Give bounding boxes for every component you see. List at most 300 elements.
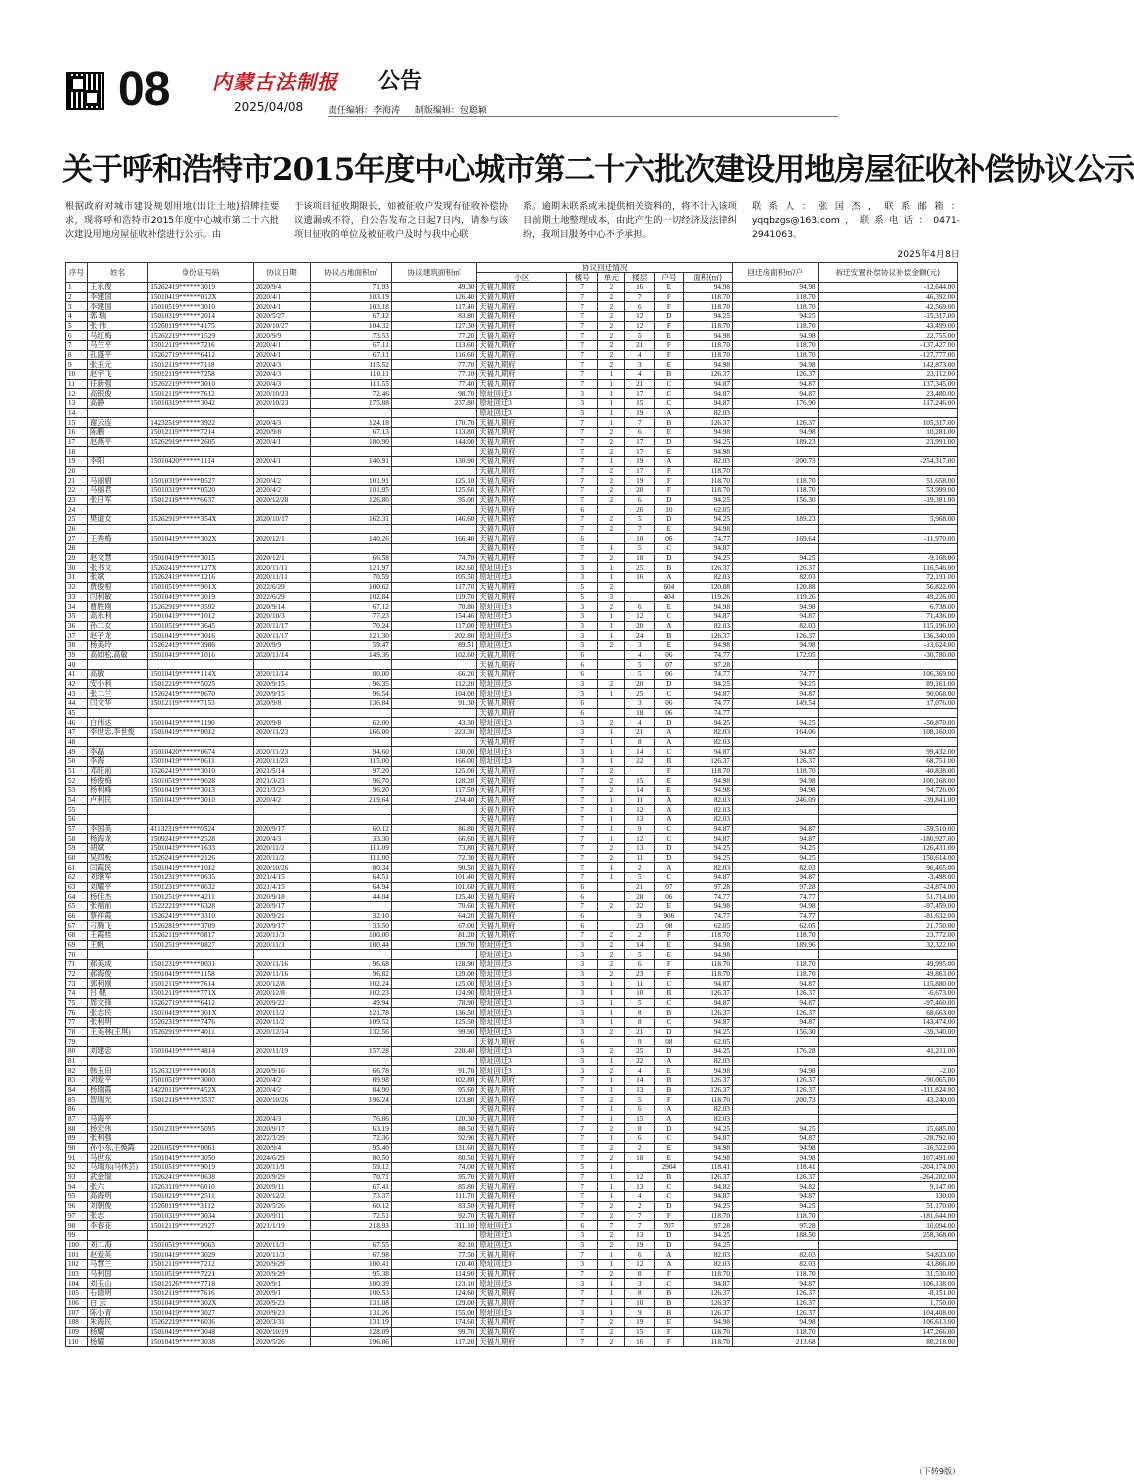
table-cell: 2020/9/15 [253, 689, 310, 699]
table-cell: 49.30 [391, 283, 477, 293]
table-cell: C [655, 979, 684, 989]
table-cell: 102.60 [391, 650, 477, 660]
table-row [66, 921, 958, 931]
table-cell: 24 [66, 505, 88, 515]
table-cell: 天福九期府 [477, 457, 567, 467]
table-cell: 2 [598, 312, 625, 322]
table-cell: 6 [625, 1134, 655, 1144]
table-cell [148, 1230, 253, 1240]
table-cell: 23,991.00 [818, 437, 957, 447]
table-cell: 94.87 [732, 1134, 818, 1144]
table-cell: 94.25 [683, 437, 732, 447]
table-cell: 118.70 [683, 1095, 732, 1105]
table-cell: 原址回迁3 [477, 979, 567, 989]
table-cell: 1 [598, 1008, 625, 1018]
table-cell: 104,408.00 [818, 1308, 957, 1318]
table-row [66, 1085, 958, 1095]
table-row [66, 621, 958, 631]
table-cell: 2020/9/29 [253, 1259, 310, 1269]
table-cell: 闫文华 [87, 698, 147, 708]
table-cell: 7 [567, 486, 598, 496]
table-cell: 121.30 [310, 631, 391, 641]
table-cell: 23 [66, 495, 88, 505]
table-cell: 112.20 [391, 679, 477, 689]
table-cell: D [655, 718, 684, 728]
table-cell: 94.25 [683, 1201, 732, 1211]
table-cell: 2 [598, 1211, 625, 1221]
table-row [66, 1192, 958, 1202]
table-cell: 94.82 [683, 1182, 732, 1192]
table-row [66, 989, 958, 999]
table-cell: F [655, 969, 684, 979]
table-cell: 64 [66, 892, 88, 902]
table-cell: 天福九期府 [477, 1317, 567, 1327]
table-cell: 任新强 [87, 379, 147, 389]
table-cell: 17 [625, 466, 655, 476]
table-cell: 67.55 [310, 1240, 391, 1250]
table-cell: 3 [567, 573, 598, 583]
table-cell: 天福九期府 [477, 660, 567, 670]
table-cell [148, 660, 253, 670]
table-cell: 15262219******1529 [148, 331, 253, 341]
table-cell: 张福前 [87, 902, 147, 912]
table-cell: 33.50 [310, 921, 391, 931]
table-cell: 9,147.00 [818, 1182, 957, 1192]
table-cell: 天福九期府 [477, 582, 567, 592]
table-cell: 140.26 [310, 534, 391, 544]
table-cell: E [655, 1066, 684, 1076]
table-cell: 赵燕平 [87, 437, 147, 447]
table-cell: 天福九期府 [477, 785, 567, 795]
table-cell [818, 950, 957, 960]
table-cell: F [655, 1269, 684, 1279]
table-cell [253, 950, 310, 960]
table-cell [253, 544, 310, 554]
table-cell: E [655, 1317, 684, 1327]
table-cell: 95.70 [391, 1172, 477, 1182]
table-row [66, 1095, 958, 1105]
table-cell: 80.50 [391, 1153, 477, 1163]
table-cell: 1 [66, 283, 88, 293]
table-cell: 189.96 [732, 940, 818, 950]
table-cell: 马丽君 [87, 486, 147, 496]
table-cell: 原址回迁3 [477, 408, 567, 418]
table-cell: 118.70 [683, 466, 732, 476]
table-cell: 闫利敏 [87, 592, 147, 602]
table-cell: 67 [66, 921, 88, 931]
table-row [66, 1279, 958, 1289]
table-cell: 3 [567, 950, 598, 960]
table-row [66, 515, 958, 525]
table-cell: 19 [625, 457, 655, 467]
table-cell: 2021/1/19 [253, 1221, 310, 1231]
table-cell: 30 [66, 563, 88, 573]
table-cell: 142,873.00 [818, 360, 957, 370]
table-cell: 218.93 [310, 1221, 391, 1231]
table-cell: 43 [66, 689, 88, 699]
table-cell: 王秀梅 [87, 534, 147, 544]
table-row [66, 785, 958, 795]
table-cell: 118.70 [732, 766, 818, 776]
table-cell: 1 [598, 1056, 625, 1066]
table-cell: 29 [66, 553, 88, 563]
table-cell: A [655, 1250, 684, 1260]
table-cell: 天福九期府 [477, 292, 567, 302]
table-cell: 125.00 [391, 766, 477, 776]
table-cell: 天福九期府 [477, 766, 567, 776]
table-cell: 天福九期府 [477, 1327, 567, 1337]
table-cell: 15262419******3310 [148, 911, 253, 921]
table-cell: 82.10 [391, 1240, 477, 1250]
table-cell: 马海平 [87, 1114, 147, 1124]
table-cell: 7 [567, 283, 598, 293]
table-cell: 3 [567, 727, 598, 737]
table-cell: 94.98 [732, 428, 818, 438]
table-cell: 2 [598, 1095, 625, 1105]
table-cell: 6 [66, 331, 88, 341]
table-row [66, 1018, 958, 1028]
table-cell: 2020/10/23 [253, 399, 310, 409]
table-cell: 68 [66, 931, 88, 941]
table-cell: 82.03 [732, 573, 818, 583]
table-row [66, 283, 958, 293]
table-cell: 15010419******1158 [148, 969, 253, 979]
table-cell: 2 [598, 950, 625, 960]
table-cell: 张六 [87, 1182, 147, 1192]
table-cell: 94.87 [683, 872, 732, 882]
table-cell: 7 [567, 495, 598, 505]
table-cell: 51 [66, 766, 88, 776]
table-cell: 2020/9/8 [253, 718, 310, 728]
table-cell: 7 [567, 1201, 598, 1211]
table-cell: 91.30 [391, 698, 477, 708]
table-cell: 2 [598, 1230, 625, 1240]
table-cell: 116,546.00 [818, 563, 957, 573]
table-cell: B [655, 1172, 684, 1182]
table-cell: 67.41 [310, 1182, 391, 1192]
table-cell: 7 [567, 1134, 598, 1144]
table-cell: 天福九期府 [477, 1298, 567, 1308]
table-cell: 130.90 [391, 457, 477, 467]
table-cell: 70.60 [391, 902, 477, 912]
table-cell [732, 447, 818, 457]
table-cell: 66.58 [310, 553, 391, 563]
table-cell [310, 660, 391, 670]
table-row [66, 341, 958, 351]
table-cell: 126,431.00 [818, 843, 957, 853]
table-cell: 117.70 [391, 582, 477, 592]
table-cell: 16 [625, 283, 655, 293]
table-cell: 94.25 [683, 1230, 732, 1240]
table-cell [148, 544, 253, 554]
table-cell: 94.87 [683, 834, 732, 844]
table-cell: 102 [66, 1259, 88, 1269]
table-cell: 106,369.00 [818, 669, 957, 679]
table-cell: 2020/5/26 [253, 1337, 310, 1347]
table-cell: 94.98 [732, 1153, 818, 1163]
table-cell: 62 [66, 872, 88, 882]
table-row [66, 563, 958, 573]
table-cell: 2021/4/15 [253, 882, 310, 892]
table-cell [391, 950, 477, 960]
table-cell [310, 950, 391, 960]
table-cell: 104.00 [391, 689, 477, 699]
table-cell: 天福九期府 [477, 592, 567, 602]
table-row [66, 960, 958, 970]
qr-code-icon [66, 72, 104, 110]
table-cell: 2021/4/15 [253, 872, 310, 882]
table-cell: F [655, 302, 684, 312]
table-cell: 70 [66, 950, 88, 960]
table-cell: 80.00 [310, 669, 391, 679]
table-cell: 7 [567, 795, 598, 805]
table-cell: 126.37 [683, 989, 732, 999]
table-cell: 7 [567, 853, 598, 863]
col-date: 协议日期 [253, 263, 310, 283]
table-cell: 64.20 [391, 911, 477, 921]
table-cell: 80,218.00 [818, 1337, 957, 1347]
table-cell: 2020/9/23 [253, 1298, 310, 1308]
table-cell: 15010519******9028 [148, 776, 253, 786]
headline: 关于呼和浩特市2015年度中心城市第二十六批次建设用地房屋征收补偿协议公示 [62, 152, 1134, 188]
table-row [66, 727, 958, 737]
table-cell: 16 [625, 573, 655, 583]
table-cell: 天福九期府 [477, 466, 567, 476]
table-cell: 126.37 [683, 1298, 732, 1308]
table-cell: 95.38 [310, 1269, 391, 1279]
table-cell: 1 [598, 1259, 625, 1269]
table-cell: 15012119******7258 [148, 370, 253, 380]
table-cell: C [655, 1279, 684, 1289]
table-cell: 906 [655, 911, 684, 921]
table-cell [253, 524, 310, 534]
table-cell: 天福九期府 [477, 737, 567, 747]
table-cell: 张二兰 [87, 689, 147, 699]
table-cell: 94.98 [683, 283, 732, 293]
table-cell: F [655, 466, 684, 476]
table-cell: 3 [567, 602, 598, 612]
table-cell: A [655, 814, 684, 824]
table-cell: 62.05 [683, 921, 732, 931]
table-cell: F [655, 321, 684, 331]
table-row [66, 1056, 958, 1066]
table-cell: 2020/4/3 [253, 834, 310, 844]
table-cell: -127,777.00 [818, 350, 957, 360]
table-cell [598, 698, 625, 708]
table-cell: 06 [655, 534, 684, 544]
table-cell: 15262919******354X [148, 515, 253, 525]
table-cell: 天福九期府 [477, 708, 567, 718]
table-cell: 7 [567, 515, 598, 525]
table-cell: 天福九期府 [477, 534, 567, 544]
table-cell: 1 [598, 824, 625, 834]
table-cell: 1 [598, 370, 625, 380]
table-cell: 61 [66, 863, 88, 873]
table-cell: 118.70 [683, 969, 732, 979]
table-cell: 156.30 [732, 1027, 818, 1037]
table-row [66, 882, 958, 892]
table-row [66, 505, 958, 515]
table-cell: 74.77 [732, 892, 818, 902]
table-cell [87, 447, 147, 457]
table-cell: 7 [567, 457, 598, 467]
table-cell: 94.87 [683, 544, 732, 554]
table-cell: 94.98 [732, 1066, 818, 1076]
table-cell: 12 [625, 805, 655, 815]
table-cell: 原址回迁3 [477, 689, 567, 699]
table-cell [598, 660, 625, 670]
table-cell: 11 [625, 853, 655, 863]
table-cell: 2 [598, 785, 625, 795]
table-cell: 101 [66, 1250, 88, 1260]
table-cell: -50,870.00 [818, 718, 957, 728]
table-cell: 94.87 [732, 611, 818, 621]
table-cell: 2022/6/29 [253, 582, 310, 592]
table-cell: 71 [66, 960, 88, 970]
table-cell: 7 [567, 1182, 598, 1192]
table-row [66, 1259, 958, 1269]
table-cell: 32.10 [310, 911, 391, 921]
table-cell: 182.60 [391, 563, 477, 573]
table-cell: 31 [66, 573, 88, 583]
table-cell: 06 [655, 708, 684, 718]
table-cell: 原址回迁3 [477, 1018, 567, 1028]
table-cell: 2020/9/1 [253, 1288, 310, 1298]
table-cell: 马利国 [87, 1269, 147, 1279]
table-cell: A [655, 727, 684, 737]
table-cell: 19 [66, 457, 88, 467]
table-cell: 70.59 [310, 573, 391, 583]
table-cell: 176.28 [732, 1047, 818, 1057]
table-cell: F [655, 1095, 684, 1105]
table-cell [818, 544, 957, 554]
intro-col-3: 系。逾期未联系或未提供相关资料的，将不计入该项目前期土地整理成本，由此产生的一切经济及法律纠纷，我项目服务中心不予承担。 [523, 201, 737, 240]
table-cell: 2020/10/23 [253, 389, 310, 399]
table-cell: 7 [567, 331, 598, 341]
table-cell: 131.08 [310, 1298, 391, 1308]
table-cell [598, 650, 625, 660]
table-cell: 46,392.00 [818, 292, 957, 302]
table-cell: 81 [66, 1056, 88, 1066]
table-cell: 2 [598, 969, 625, 979]
table-cell [598, 708, 625, 718]
table-cell: 天福九期府 [477, 341, 567, 351]
table-cell: 64.94 [310, 882, 391, 892]
table-cell: 1 [598, 1279, 625, 1289]
table-row [66, 689, 958, 699]
table-row [66, 631, 958, 641]
table-cell: 67.11 [310, 350, 391, 360]
table-cell: 68,663.00 [818, 1008, 957, 1018]
table-cell: 15010419******1633 [148, 843, 253, 853]
table-row [66, 1143, 958, 1153]
table-cell: 2 [598, 447, 625, 457]
table-cell: 77.20 [391, 331, 477, 341]
table-cell: 94.98 [732, 902, 818, 912]
table-cell: 94.87 [683, 389, 732, 399]
table-cell [310, 1037, 391, 1047]
table-cell: 74.77 [683, 669, 732, 679]
table-cell: 6 [625, 302, 655, 312]
table-row [66, 1172, 958, 1182]
table-cell: 20 [625, 486, 655, 496]
table-cell: 97 [66, 1211, 88, 1221]
table-cell: 220.40 [391, 1047, 477, 1057]
table-cell: C [655, 834, 684, 844]
table-cell: 1 [598, 399, 625, 409]
table-cell: 2020/9/23 [253, 1308, 310, 1318]
table-cell: 14 [625, 747, 655, 757]
table-cell: 94.98 [732, 1317, 818, 1327]
table-cell: D [655, 1027, 684, 1037]
table-cell: 2020/11/2 [253, 843, 310, 853]
table-cell: 天福九期府 [477, 437, 567, 447]
table-cell: 7 [567, 776, 598, 786]
table-cell: 2020/9/8 [253, 428, 310, 438]
table-cell: 73 [66, 979, 88, 989]
table-cell: 2 [598, 718, 625, 728]
table-cell: 51,714.00 [818, 892, 957, 902]
table-cell: 124.60 [391, 1288, 477, 1298]
table-cell: 87 [66, 1114, 88, 1124]
table-cell: 94.87 [683, 689, 732, 699]
table-cell: 94.25 [732, 853, 818, 863]
table-cell: -181,644.00 [818, 1211, 957, 1221]
table-row [66, 640, 958, 650]
table-cell: 219.64 [310, 795, 391, 805]
table-cell: 2 [598, 940, 625, 950]
table-cell: 94.98 [732, 640, 818, 650]
table-cell: 5 [66, 321, 88, 331]
table-cell: 2020/11/2 [253, 1008, 310, 1018]
table-cell: 杨耀 [87, 1337, 147, 1347]
table-cell: 43,499.00 [818, 321, 957, 331]
table-cell: B [655, 418, 684, 428]
col-amount: 拆迁安置补偿协议补偿金额(元) [818, 263, 957, 283]
table-cell: 3 [567, 1056, 598, 1066]
table-cell: 14 [66, 408, 88, 418]
table-cell: 7 [567, 1153, 598, 1163]
table-cell: 天福九期府 [477, 515, 567, 525]
table-cell: -24,874.00 [818, 882, 957, 892]
table-cell: 樊道女 [87, 515, 147, 525]
table-cell: 天福九期府 [477, 302, 567, 312]
table-cell: 94.25 [732, 1124, 818, 1134]
table-cell: 白 云 [87, 1298, 147, 1308]
table-cell: 15262219******6036 [148, 1317, 253, 1327]
table-row [66, 399, 958, 409]
table-cell: 41,211.00 [818, 1047, 957, 1057]
table-cell: 12 [66, 389, 88, 399]
table-row [66, 1298, 958, 1308]
table-cell: 66.20 [391, 669, 477, 679]
table-cell: 119.26 [732, 592, 818, 602]
table-cell: 2020/4/3 [253, 418, 310, 428]
table-cell [253, 408, 310, 418]
table-cell: 2 [598, 931, 625, 941]
table-cell: 智瑞光 [87, 1095, 147, 1105]
table-cell: 94.98 [683, 524, 732, 534]
table-cell: 7 [567, 766, 598, 776]
table-row [66, 718, 958, 728]
table-cell: 126.37 [683, 370, 732, 380]
table-cell: 166.00 [310, 727, 391, 737]
table-cell: 26 [66, 524, 88, 534]
table-row [66, 1163, 958, 1173]
table-cell: 17 [625, 447, 655, 457]
table-cell: 2020/9/22 [253, 998, 310, 1008]
table-cell: 84.90 [310, 1085, 391, 1095]
